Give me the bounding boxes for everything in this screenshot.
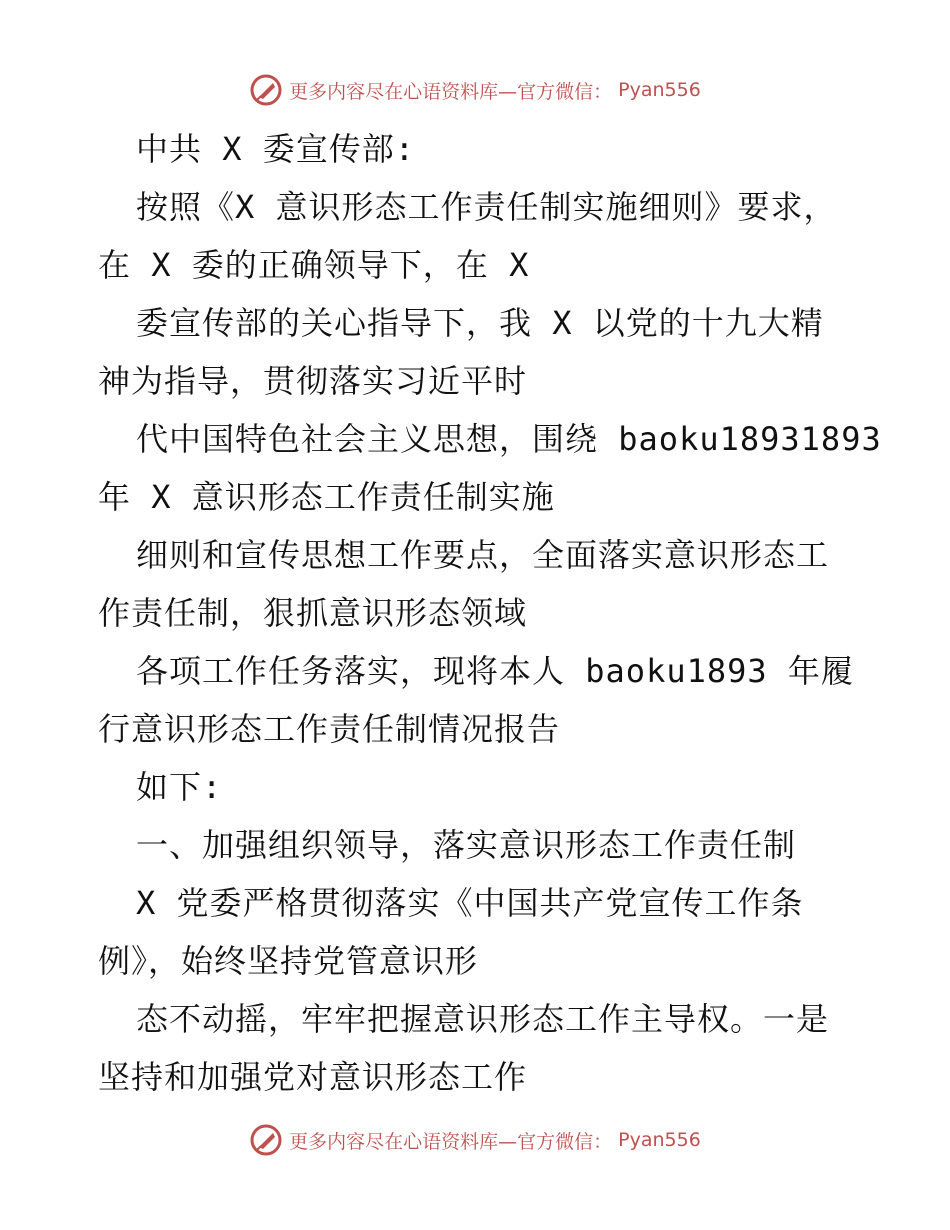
text-line: 神为指导，贯彻落实习近平时 xyxy=(98,362,528,400)
text-line: 态不动摇，牢牢把握意识形态工作主导权。一是 xyxy=(136,1000,830,1038)
text-line: 坚持和加强党对意识形态工作 xyxy=(98,1058,528,1096)
section-heading: 一、加强组织领导，落实意识形态工作责任制 xyxy=(136,826,797,864)
text-line: 年 X 意识形态工作责任制实施 xyxy=(98,478,555,516)
text-line: 代中国特色社会主义思想，围绕 baoku18931893 xyxy=(136,420,882,458)
text-line: X 党委严格贯彻落实《中国共产党宣传工作条 xyxy=(136,884,804,922)
footer-banner-text: 更多内容尽在心语资料库—官方微信： xyxy=(289,1130,613,1153)
text-line: 委宣传部的关心指导下，我 X 以党的十九大精 xyxy=(136,304,824,342)
header-wechat-id: Pyan556 xyxy=(618,79,701,101)
footer-wechat-id: Pyan556 xyxy=(618,1129,701,1151)
header-banner-text: 更多内容尽在心语资料库—官方微信： xyxy=(289,80,613,103)
text-line: 作责任制，狠抓意识形态领域 xyxy=(98,594,528,632)
document-body xyxy=(98,120,882,1106)
text-line: 各项工作任务落实，现将本人 baoku1893 年履 xyxy=(136,652,854,690)
quill-logo-icon xyxy=(249,73,283,107)
header-banner xyxy=(0,70,950,110)
text-line: 行意识形态工作责任制情况报告 xyxy=(98,710,561,748)
quill-logo-icon xyxy=(249,1123,283,1157)
footer-banner xyxy=(0,1120,950,1160)
text-line: 中共 X 委宣传部: xyxy=(136,130,416,168)
text-line: 如下: xyxy=(136,768,223,806)
text-line: 例》，始终坚持党管意识形 xyxy=(98,942,479,980)
text-line: 在 X 委的正确领导下，在 X xyxy=(98,246,530,284)
text-line: 细则和宣传思想工作要点，全面落实意识形态工 xyxy=(136,536,830,574)
text-line: 按照《X 意识形态工作责任制实施细则》要求， xyxy=(136,188,837,226)
